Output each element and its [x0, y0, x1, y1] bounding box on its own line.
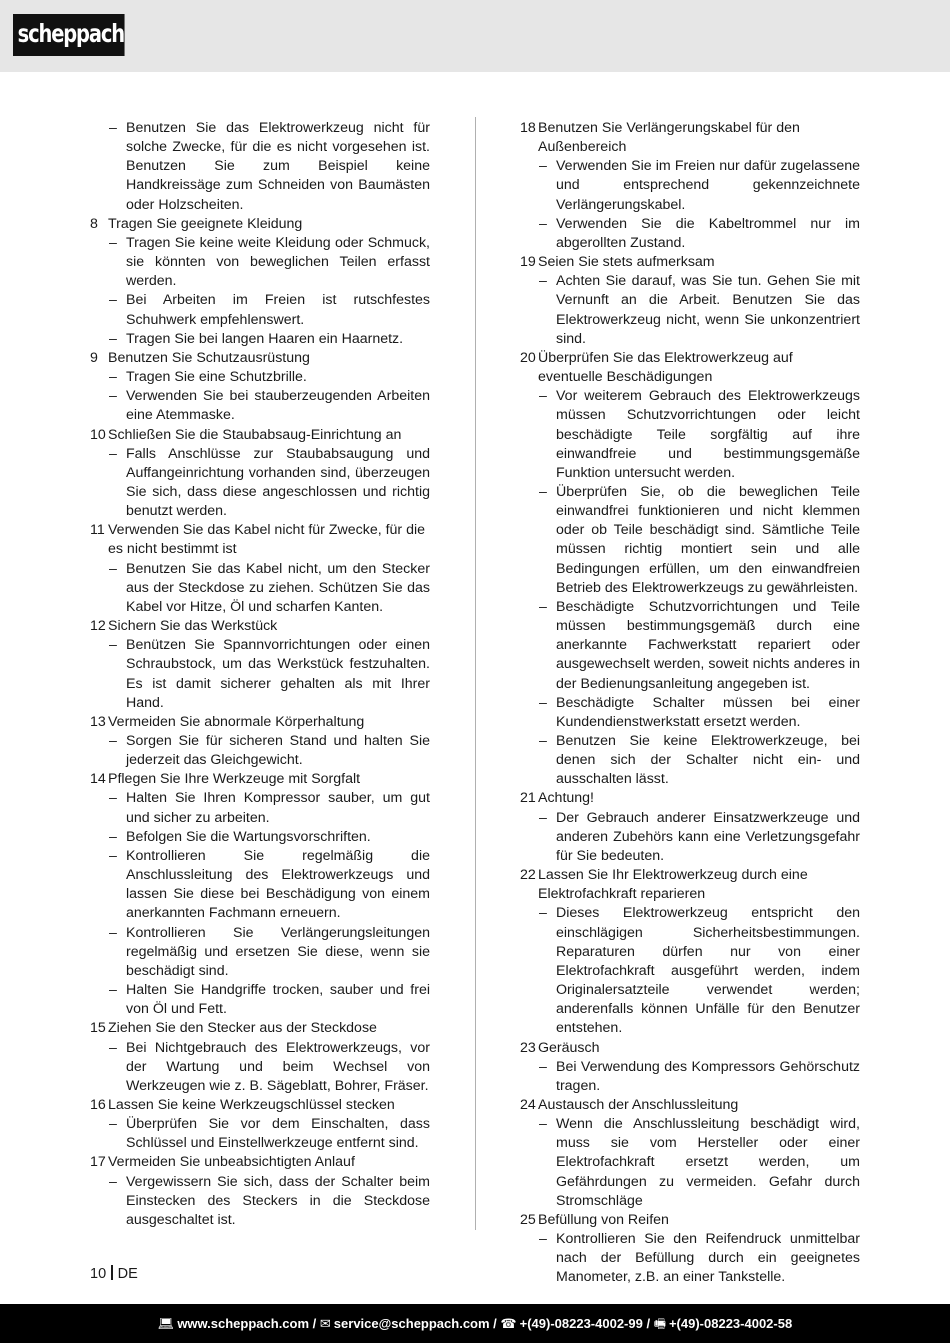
- bullet-text: Benutzen Sie das Elektrowerkzeug nicht für solche Zwecke, für die es nicht vorgesehen ist. Benutzen Sie zum Beispiel keine Handkreissäge zum Schneiden von Baumästen oder Holzscheiten.: [126, 120, 430, 213]
- bullet-text: Dieses Elektrowerkzeug entspricht den einschlägigen Sicherheitsbestimmungen. Reparaturen dürfen nur von einer Elektrofachkraft ausgeführt werden, indem Originalersatzteile verwendet werden; anderenfalls können Unfälle für den Benutzer entstehen.: [556, 905, 860, 1037]
- dash-bullet: –: [109, 828, 117, 845]
- bullet-item: [90, 119, 430, 215]
- dash-bullet: –: [109, 120, 117, 136]
- dash-bullet: –: [539, 1231, 547, 1248]
- fax-number: +(49)-08223-4002-58: [668, 1316, 793, 1331]
- right-column: [520, 119, 860, 1288]
- dash-bullet: –: [109, 1116, 117, 1133]
- section-title: Vermeiden Sie abnormale Körperhaltung: [108, 713, 365, 730]
- bullet-item: [520, 1058, 860, 1096]
- section-number: 12: [90, 618, 106, 635]
- bullet-text: Verwenden Sie die Kabeltrommel nur im abgerollten Zustand.: [556, 215, 860, 251]
- bullet-item: [520, 215, 860, 253]
- section-heading: [520, 1039, 860, 1058]
- bullet-item: [520, 483, 860, 598]
- dash-bullet: –: [109, 292, 117, 309]
- dash-bullet: –: [109, 847, 117, 864]
- section-heading: [90, 617, 430, 636]
- page-number: 10: [90, 1266, 107, 1282]
- dash-bullet: –: [109, 637, 117, 654]
- bullet-text: Benutzen Sie keine Elektrowerkzeuge, bei denen sich der Schalter nicht ein- und ausschalten lässt.: [556, 733, 860, 788]
- phone-number: +(49)-08223-4002-99: [519, 1316, 643, 1331]
- bullet-item: [520, 157, 860, 214]
- left-column: [90, 119, 430, 1230]
- bullet-text: Tragen Sie bei langen Haaren ein Haarnetz.: [126, 330, 404, 347]
- dash-bullet: –: [539, 273, 547, 290]
- dash-bullet: –: [109, 733, 117, 749]
- bullet-item: [90, 847, 430, 924]
- bullet-text: Der Gebrauch anderer Einsatzwerkzeuge und anderen Zubehörs kann eine Verletzungsgefahr für Sie bedeuten.: [556, 809, 860, 864]
- dash-bullet: –: [539, 1116, 547, 1133]
- contact-separator: /: [642, 1316, 654, 1331]
- dash-bullet: –: [539, 388, 547, 405]
- section-number: 24: [520, 1096, 536, 1113]
- bullet-item: [520, 732, 860, 789]
- dash-bullet: –: [539, 694, 547, 711]
- section-title: Ziehen Sie den Stecker aus der Steckdose: [108, 1020, 377, 1037]
- dash-bullet: –: [109, 445, 117, 462]
- bullet-text: Verwenden Sie bei stauberzeugenden Arbeiten eine Atemmaske.: [126, 388, 430, 424]
- bullet-text: Überprüfen Sie vor dem Einschalten, dass Schlüssel und Einstellwerkzeuge entfernt sind.: [126, 1116, 430, 1152]
- dash-bullet: –: [109, 234, 117, 251]
- bullet-text: Vergewissern Sie sich, dass der Schalter beim Einstecken des Steckers in die Steckdose ausgeschaltet ist.: [126, 1173, 430, 1228]
- page-number-separator: [111, 1265, 113, 1280]
- bullet-text: Bei Arbeiten im Freien ist rutschfestes Schuhwerk empfehlenswert.: [126, 292, 430, 328]
- section-number: 20: [520, 349, 536, 366]
- section-title: Lassen Sie keine Werkzeugschlüssel stecken: [108, 1096, 395, 1113]
- bullet-text: Tragen Sie keine weite Kleidung oder Schmuck, sie könnten von beweglichen Teilen erfasst werden.: [126, 234, 430, 290]
- section-heading: [520, 253, 860, 272]
- bullet-item: [90, 732, 430, 770]
- bullet-item: [90, 560, 430, 617]
- section-title: Vermeiden Sie unbeabsichtigten Anlauf: [108, 1154, 355, 1171]
- section-number: 17: [90, 1154, 106, 1171]
- bullet-text: Verwenden Sie im Freien nur dafür zugelassene und entsprechend gekennzeichnete Verlängerungskabel.: [556, 158, 860, 213]
- dash-bullet: –: [109, 924, 117, 941]
- page-number-footer: [90, 1265, 138, 1283]
- dash-bullet: –: [109, 1039, 117, 1056]
- dash-bullet: –: [109, 330, 117, 347]
- bullet-text: Benützen Sie Spannvorrichtungen oder einen Schraubstock, um das Werkstück festzuhalten. Es ist damit sicherer gehalten als mit Ihrer Hand.: [126, 637, 430, 711]
- section-heading: [90, 521, 430, 559]
- bullet-text: Halten Sie Ihren Kompressor sauber, um gut und sicher zu arbeiten.: [126, 790, 430, 826]
- contact-bar: [0, 1304, 950, 1343]
- section-title: Überprüfen Sie das Elektrowerkzeug auf eventuelle Beschädigungen: [538, 349, 793, 386]
- email-link[interactable]: service@scheppach.com: [333, 1316, 490, 1331]
- section-number: 14: [90, 771, 106, 788]
- bullet-item: [90, 234, 430, 291]
- dash-bullet: –: [539, 598, 547, 615]
- section-number: 11: [90, 522, 105, 539]
- bullet-text: Achten Sie darauf, was Sie tun. Gehen Sie mit Vernunft an die Arbeit. Benutzen Sie das Elektrowerkzeug nicht, wenn Sie unkonzentriert sind.: [556, 273, 860, 347]
- section-title: Seien Sie stets aufmerksam: [538, 254, 715, 271]
- section-title: Austausch der Anschlussleitung: [538, 1096, 739, 1113]
- bullet-item: [90, 789, 430, 827]
- mail-icon: ✉︎: [319, 1316, 331, 1331]
- dash-bullet: –: [539, 809, 547, 826]
- bullet-text: Beschädigte Schutzvorrichtungen und Teile müssen bestimmungsgemäß durch eine anerkannte Fachwerkstatt repariert oder ausgewechselt werden, soweit nichts anderes in der Bedienungsanleitung angegeben ist.: [556, 598, 860, 692]
- website-link[interactable]: www.scheppach.com: [177, 1316, 310, 1331]
- bullet-text: Kontrollieren Sie regelmäßig die Anschlussleitung des Elektrowerkzeugs und lassen Sie diese bei Beschädigung von einem anerkannten Fachmann erneuern.: [126, 847, 430, 922]
- section-number: 15: [90, 1020, 106, 1037]
- section-number: 10: [90, 426, 106, 443]
- bullet-item: [90, 387, 430, 425]
- section-title: Verwenden Sie das Kabel nicht für Zwecke, für die es nicht bestimmt ist: [108, 522, 426, 558]
- section-heading: [90, 770, 430, 789]
- dash-bullet: –: [539, 483, 547, 500]
- bullet-text: Halten Sie Handgriffe trocken, sauber und frei von Öl und Fett.: [126, 982, 430, 1018]
- bullet-item: [90, 1115, 430, 1153]
- dash-bullet: –: [109, 1173, 117, 1190]
- bullet-text: Bei Verwendung des Kompressors Gehörschutz tragen.: [556, 1058, 860, 1094]
- bullet-item: [90, 1039, 430, 1096]
- bullet-item: [520, 272, 860, 349]
- fax-icon: 🖷︎: [653, 1316, 666, 1331]
- section-number: 22: [520, 867, 536, 884]
- bullet-text: Wenn die Anschlussleitung beschädigt wird, muss sie vom Hersteller oder einer Elektrofachkraft ersetzt werden, um Gefährdungen zu vermeiden. Gefahr durch Stromschläge: [556, 1116, 860, 1209]
- section-number: 19: [520, 254, 536, 271]
- section-heading: [520, 349, 860, 387]
- section-heading: [520, 1211, 860, 1230]
- dash-bullet: –: [539, 158, 547, 175]
- bullet-item: [520, 387, 860, 483]
- bullet-text: Sorgen Sie für sicheren Stand und halten Sie jederzeit das Gleichgewicht.: [126, 733, 430, 769]
- bullet-text: Beschädigte Schalter müssen bei einer Kundendienstwerkstatt ersetzt werden.: [556, 694, 860, 730]
- dash-bullet: –: [539, 905, 547, 922]
- bullet-item: [90, 924, 430, 981]
- dash-bullet: –: [109, 790, 117, 807]
- section-title: Benutzen Sie Verlängerungskabel für den Außenbereich: [538, 120, 800, 156]
- bullet-item: [520, 1115, 860, 1211]
- contact-separator: /: [489, 1316, 501, 1331]
- language-code: DE: [117, 1266, 138, 1282]
- bullet-item: [520, 904, 860, 1038]
- section-heading: [520, 119, 860, 157]
- section-heading: [520, 789, 860, 808]
- section-title: Tragen Sie geeignete Kleidung: [108, 215, 303, 232]
- bullet-item: [90, 636, 430, 713]
- section-title: Lassen Sie Ihr Elektrowerkzeug durch eine Elektrofachkraft reparieren: [538, 867, 808, 903]
- section-number: 16: [90, 1096, 106, 1113]
- section-number: 9: [90, 349, 98, 366]
- bullet-text: Kontrollieren Sie Verlängerungsleitungen regelmäßig und ersetzen Sie diese, wenn sie beschädigt sind.: [126, 924, 430, 979]
- dash-bullet: –: [109, 369, 117, 386]
- bullet-item: [90, 828, 430, 847]
- bullet-text: Kontrollieren Sie den Reifendruck unmittelbar nach der Befüllung durch ein geeignetes Manometer, z.B. an einer Tankstelle.: [556, 1231, 860, 1286]
- section-title: Pflegen Sie Ihre Werkzeuge mit Sorgfalt: [108, 771, 361, 788]
- bullet-text: Falls Anschlüsse zur Staubabsaugung und Auffangeinrichtung vorhanden sind, überzeugen Sie sich, dass diese angeschlossen und richtig benutzt werden.: [126, 445, 430, 520]
- dash-bullet: –: [539, 1058, 547, 1075]
- computer-icon: 💻︎: [157, 1316, 175, 1331]
- section-heading: [90, 215, 430, 234]
- bullet-item: [90, 291, 430, 329]
- section-title: Schließen Sie die Staubabsaug-Einrichtung an: [108, 426, 402, 443]
- section-number: 8: [90, 215, 98, 232]
- brand-logo: scheppach: [13, 14, 125, 56]
- dash-bullet: –: [109, 982, 117, 999]
- bullet-item: [90, 368, 430, 387]
- dash-bullet: –: [109, 560, 117, 577]
- section-heading: [90, 426, 430, 445]
- section-number: 21: [520, 790, 536, 807]
- bullet-item: [520, 694, 860, 732]
- section-number: 13: [90, 713, 106, 730]
- contact-separator: /: [309, 1316, 320, 1331]
- section-heading: [520, 1096, 860, 1115]
- column-divider: [475, 117, 476, 1230]
- section-heading: [520, 866, 860, 904]
- section-heading: [90, 1153, 430, 1172]
- dash-bullet: –: [539, 733, 547, 749]
- section-title: Geräusch: [538, 1039, 600, 1056]
- bullet-text: Überprüfen Sie, ob die beweglichen Teile einwandfrei funktionieren und nicht klemmen oder ob Teile beschädigt sind. Sämtliche Teile müssen richtig montiert sein und alle Bedingungen erfüllen, um den einwandfreien Betrieb des Elektrowerkzeugs zu gewährleisten.: [556, 483, 860, 596]
- bullet-text: Befolgen Sie die Wartungsvorschriften.: [126, 828, 371, 845]
- bullet-item: [90, 981, 430, 1019]
- section-number: 18: [520, 120, 536, 136]
- dash-bullet: –: [539, 215, 547, 232]
- bullet-item: [90, 330, 430, 349]
- bullet-item: [90, 445, 430, 522]
- bullet-text: Benutzen Sie das Kabel nicht, um den Stecker aus der Steckdose zu ziehen. Schützen Sie das Kabel vor Hitze, Öl und scharfen Kanten.: [126, 560, 430, 615]
- bullet-text: Bei Nichtgebrauch des Elektrowerkzeugs, vor der Wartung und beim Wechsel von Werkzeugen wie z. B. Sägeblatt, Bohrer, Fräser.: [126, 1039, 430, 1094]
- section-title: Achtung!: [538, 790, 595, 807]
- section-title: Sichern Sie das Werkstück: [108, 618, 278, 635]
- bullet-item: [520, 809, 860, 866]
- section-title: Benutzen Sie Schutzausrüstung: [108, 349, 310, 366]
- section-heading: [90, 1096, 430, 1115]
- section-title: Befüllung von Reifen: [538, 1211, 669, 1228]
- bullet-item: [520, 1230, 860, 1287]
- bullet-text: Tragen Sie eine Schutzbrille.: [126, 369, 307, 386]
- bullet-text: Vor weiterem Gebrauch des Elektrowerkzeugs müssen Schutzvorrichtungen oder leicht beschädigte Teile sorgfältig auf ihre einwandfreie und bestimmungsgemäße Funktion untersucht werden.: [556, 388, 860, 481]
- section-number: 23: [520, 1039, 536, 1056]
- section-number: 25: [520, 1211, 536, 1228]
- section-heading: [90, 1019, 430, 1038]
- page-header: [0, 0, 950, 72]
- section-heading: [90, 349, 430, 368]
- section-heading: [90, 713, 430, 732]
- bullet-item: [520, 598, 860, 694]
- dash-bullet: –: [109, 388, 117, 405]
- bullet-item: [90, 1173, 430, 1230]
- phone-icon: ☎︎: [500, 1316, 517, 1331]
